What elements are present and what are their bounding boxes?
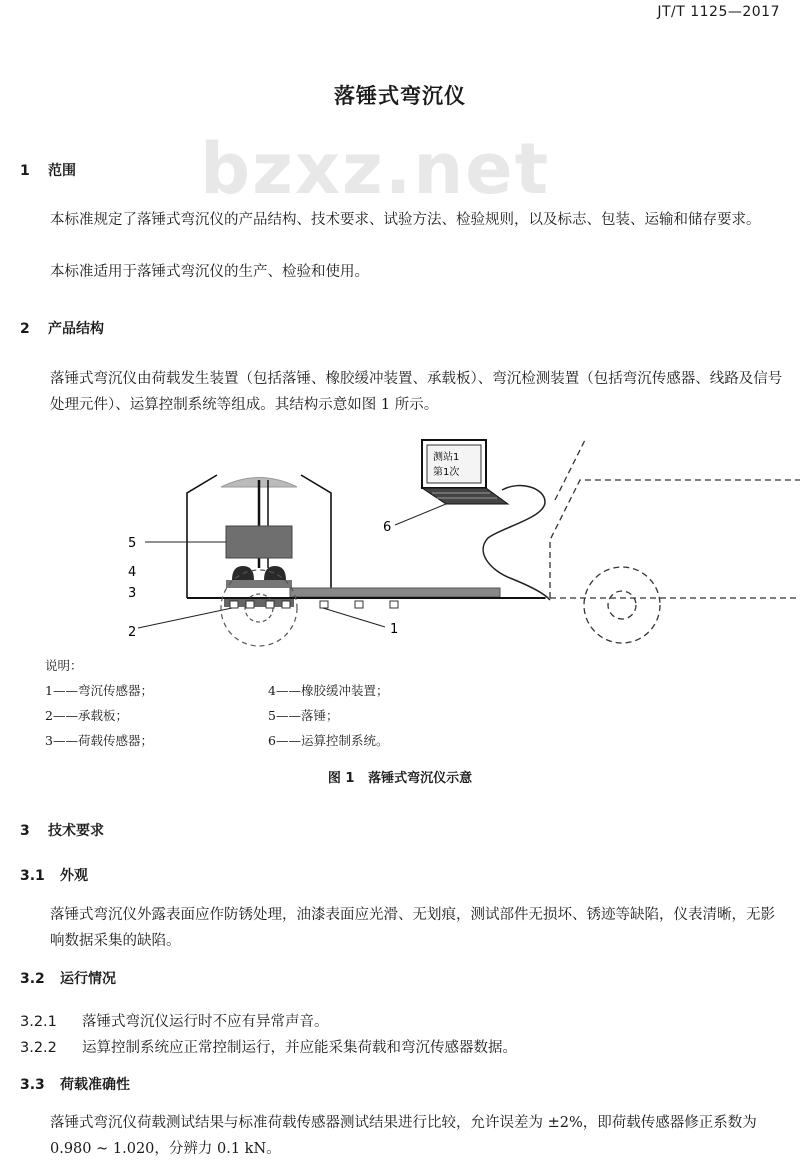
- section-3-1-heading: [20, 865, 88, 885]
- screen-line-1: 测站1: [433, 452, 460, 463]
- section-3-1-paragraph: [20, 902, 785, 954]
- section-3-2-heading: [20, 968, 116, 988]
- section-title: 运行情况: [60, 971, 116, 987]
- figure-1-diagram: [0, 430, 800, 655]
- section-1-paragraph-1: [20, 207, 785, 233]
- section-title: 技术要求: [48, 823, 104, 839]
- callout-6: 6: [383, 520, 392, 535]
- standard-number: JT/T 1125—2017: [657, 4, 780, 20]
- section-number: 1: [20, 163, 30, 179]
- callout-2: 2: [128, 625, 137, 640]
- section-title: 外观: [60, 868, 88, 884]
- paragraph-text: 落锤式弯沉仪荷载测试结果与标准荷载传感器测试结果进行比较，允许误差为 ±2%，即荷载传感器修正系数为 0.980 ~ 1.020，分辨力 0.1 kN。: [50, 1115, 757, 1157]
- section-1-paragraph-2: [20, 259, 785, 285]
- paragraph-text: 本标准规定了落锤式弯沉仪的产品结构、技术要求、试验方法、检验规则，以及标志、包装、运输和储存要求。: [50, 212, 761, 228]
- paragraph-text: 本标准适用于落锤式弯沉仪的生产、检验和使用。: [50, 264, 369, 280]
- section-3-3-heading: [20, 1074, 130, 1094]
- legend-item: 5——落锤；: [268, 708, 339, 723]
- screen-line-2: 第1次: [433, 467, 460, 478]
- section-1-heading: [20, 160, 76, 180]
- legend-item: 4——橡胶缓冲装置；: [268, 683, 389, 698]
- section-3-3-paragraph: [20, 1110, 785, 1162]
- figure-caption: [0, 767, 800, 786]
- legend-title: 说明：: [45, 658, 83, 673]
- clause-3-2-1: [20, 1010, 329, 1031]
- section-number: 3.2: [20, 971, 45, 987]
- section-title: 产品结构: [48, 321, 104, 337]
- callout-3: 3: [128, 586, 137, 601]
- legend-item: 6——运算控制系统。: [268, 733, 389, 748]
- figure-number: 图 1: [327, 771, 355, 786]
- clause-text: 运算控制系统应正常控制运行，并应能采集荷载和弯沉传感器数据。: [82, 1040, 517, 1056]
- section-number: 3.3: [20, 1077, 45, 1093]
- section-number: 2: [20, 321, 30, 337]
- page-title: 落锤式弯沉仪: [334, 84, 466, 108]
- section-2-heading: [20, 318, 104, 338]
- callout-1: 1: [390, 622, 399, 637]
- section-3-heading: [20, 820, 104, 840]
- section-number: 3.1: [20, 868, 45, 884]
- clause-number: 3.2.2: [20, 1040, 57, 1056]
- callout-4: 4: [128, 565, 137, 580]
- clause-3-2-2: [20, 1036, 517, 1057]
- legend-item: 2——承载板；: [45, 708, 128, 723]
- legend-item: 3——荷载传感器；: [45, 733, 153, 748]
- legend-item: 1——弯沉传感器；: [45, 683, 153, 698]
- watermark: bzxz.net: [200, 128, 551, 210]
- clause-text: 落锤式弯沉仪运行时不应有异常声音。: [82, 1014, 329, 1030]
- section-title: 荷载准确性: [60, 1077, 130, 1093]
- leader-lines: [138, 504, 446, 628]
- paragraph-text: 落锤式弯沉仪外露表面应作防锈处理，油漆表面应光滑、无划痕，测试部件无损坏、锈迹等缺陷，仪表清晰，无影响数据采集的缺陷。: [50, 907, 775, 949]
- callout-5: 5: [128, 536, 137, 551]
- clause-number: 3.2.1: [20, 1014, 57, 1030]
- laptop-icon: [422, 440, 508, 504]
- section-title: 范围: [48, 163, 76, 179]
- figure-title: 落锤式弯沉仪示意: [368, 771, 473, 786]
- section-number: 3: [20, 823, 30, 839]
- vehicle-outline: [540, 440, 800, 643]
- section-2-paragraph-1: [20, 366, 785, 418]
- paragraph-text: 落锤式弯沉仪由荷载发生装置（包括落锤、橡胶缓冲装置、承载板）、弯沉检测装置（包括弯沉传感器、线路及信号处理元件）、运算控制系统等组成。其结构示意如图 1 所示。: [50, 371, 783, 413]
